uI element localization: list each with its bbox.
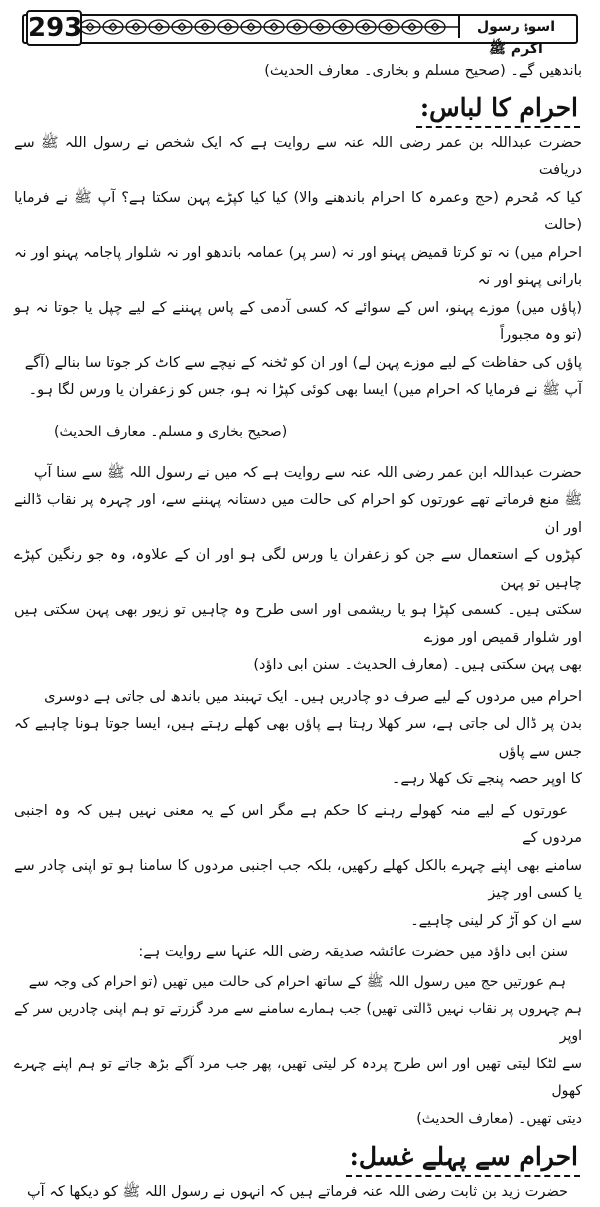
- text-line: احرام میں) نہ تو کرتا قمیض پہنو اور نہ (سر پر) عمامہ باندھو اور نہ شلوار پاجامہ پہنو اور نہ بارانی پہنو اور نہ: [14, 244, 582, 288]
- section-heading: احرام کا لباس:: [420, 90, 580, 126]
- paragraph-5: سنن ابی داؤد میں حضرت عائشہ صدیقہ رضی اللہ عنہا سے روایت ہے:: [138, 944, 568, 960]
- text-line: سے لٹکا لیتی تھیں اور اس طرح پردہ کر لیتی تھیں، پھر جب مرد آگے بڑھ جاتے تو ہم اپنے چہرے کھول: [14, 1055, 582, 1099]
- top-line: باندھیں گے۔ (صحیح مسلم و بخاری۔ معارف الحدیث): [264, 63, 582, 79]
- page-number: 293: [26, 10, 82, 46]
- text-line: سامنے بھی اپنے چہرے بالکل کھلے رکھیں، بلکہ جب اجنبی مردوں کا سامنا ہو تو اپنی چادر سے یا کسی اور چیز: [14, 857, 582, 901]
- text-line: کپڑوں کے استعمال سے جن کو زعفران یا ورس لگی ہو اور ان کے علاوہ، وہ جو رنگین کپڑے چاہیں تو پہن: [14, 547, 582, 591]
- section-heading: احرام سے پہلے غسل:: [350, 1139, 580, 1175]
- text-line: سے ان کو آڑ کر لینی چاہیے۔: [410, 912, 582, 929]
- text-line: (پاؤں میں) موزے پہنو، اس کے سوائے کہ کسی آدمی کے پاس پہننے کے لیے چپل یا جوتا نہ ہو (تو وہ مجبوراً: [14, 299, 582, 343]
- text-line: بدن پر ڈال لی جاتی ہے، سر کھلا رہتا ہے پاؤں بھی کھلے رہتے ہیں، ایسا جوتا ہونا چاہیے کہ جس سے پاؤں: [14, 716, 582, 760]
- text-line: دیتی تھیں۔ (معارف الحدیث): [416, 1110, 582, 1127]
- text-line: ﷺ منع فرماتے تھے عورتوں کو احرام کی حالت میں دستانہ پہننے سے، اور چہرہ پر نقاب ڈالنے اور ان: [14, 492, 582, 536]
- text-line: حضرت عبداللہ بن عمر رضی اللہ عنہ سے روایت ہے کہ ایک شخص نے رسول اللہ ﷺ سے دریافت: [14, 134, 582, 178]
- hadith-quote: [14, 969, 582, 1134]
- text-line: احرام میں مردوں کے لیے صرف دو چادریں ہیں۔ ایک تہبند میں باندھ لی جاتی ہے دوسری: [44, 688, 582, 705]
- paragraph-3: [14, 684, 582, 794]
- text-line: ہم عورتیں حج میں رسول اللہ ﷺ کے ساتھ احرام کی حالت میں تھیں (تو احرام کی وجہ سے: [28, 973, 566, 990]
- text-line: ہم چہروں پر نقاب نہیں ڈالتی تھیں) جب ہمارے سامنے سے مرد گزرتے تو ہم اپنی چادریں سر کے اوپر: [14, 1000, 582, 1044]
- text-line: پاؤں کی حفاظت کے لیے موزے پہن لے) اور ان کو ٹخنہ کے نیچے سے کاٹ کر جوتا سا بنالے (آگے: [24, 354, 582, 371]
- running-title: اسوۂ رسول اکرم ﷺ: [458, 16, 572, 38]
- page-header: [22, 8, 578, 57]
- text-line: آپ ﷺ نے فرمایا کہ احرام میں) ایسا بھی کوئی کپڑا نہ ہو، جس کو زعفران یا ورس لگا ہو۔: [28, 382, 582, 398]
- text-line: بھی پہن سکتی ہیں۔ (معارف الحدیث۔ سنن ابی داؤد): [253, 657, 582, 673]
- text-line: سکتی ہیں۔ کسمی کپڑا ہو یا ریشمی اور اسی طرح وہ چاہیں تو زیور بھی پہن سکتی ہیں اور شلوار قمیص اور موزے: [14, 602, 582, 646]
- paragraph-6: حضرت زید بن ثابت رضی اللہ عنہ فرماتے ہیں کہ انہوں نے رسول اللہ ﷺ کو دیکھا کہ آپ: [27, 1184, 568, 1200]
- ornament-border-icon: [82, 16, 458, 38]
- page-body: [14, 58, 582, 1200]
- paragraph-4: [14, 798, 582, 936]
- heading-ghusl: [14, 1137, 582, 1179]
- text-line: کا اوپر حصہ پنجے تک کھلا رہے۔: [391, 771, 582, 787]
- paragraph-2: [14, 460, 582, 680]
- citation: (صحیح بخاری و مسلم۔ معارف الحدیث): [54, 423, 288, 440]
- text-line: کیا کہ مُحرم (حج وعمرہ کا احرام باندھنے والا) کیا کیا کپڑے پہن سکتا ہے؟ آپ ﷺ نے فرمایا (حالت: [14, 189, 582, 233]
- paragraph-1: [14, 130, 582, 405]
- text-line: حضرت عبداللہ ابن عمر رضی اللہ عنہ سے روایت ہے کہ میں نے رسول اللہ ﷺ سے سنا آپ: [33, 464, 582, 481]
- heading-ihram-clothing: [14, 88, 582, 130]
- text-line: عورتوں کے لیے منہ کھولے رہنے کا حکم ہے مگر اس کے یہ معنی نہیں ہیں کہ وہ اجنبی مردوں کے: [14, 802, 582, 846]
